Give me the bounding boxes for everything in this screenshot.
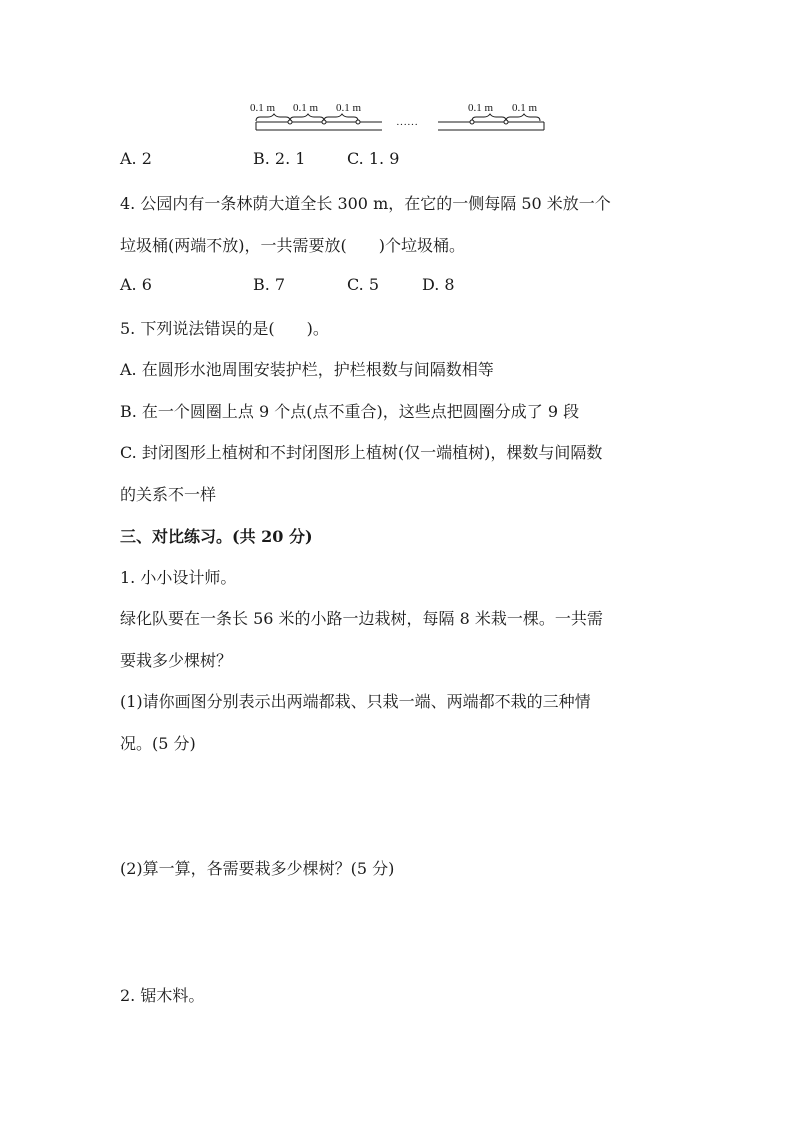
q4-option-c: C. 5 [347, 275, 380, 294]
ellipsis-dots: ······ [396, 119, 418, 131]
q4-option-b: B. 7 [253, 275, 286, 294]
segment-label-3: 0.1 m [336, 102, 362, 114]
problem-1-text-line1: 绿化队要在一条长 56 米的小路一边栽树，每隔 8 米栽一棵。一共需 [120, 609, 603, 628]
segment-diagram [250, 96, 550, 136]
q3-options [120, 149, 520, 171]
left-bar [256, 114, 382, 130]
problem-1-sub2: (2)算一算，各需要栽多少棵树？(5 分) [120, 859, 395, 878]
q3-option-b: B. 2. 1 [253, 149, 306, 168]
q5-option-b: B. 在一个圆圈上点 9 个点(点不重合)，这些点把圆圈分成了 9 段 [120, 402, 580, 421]
problem-1-text-line2: 要栽多少棵树？ [120, 651, 233, 670]
right-bar [438, 114, 544, 130]
segment-label-5: 0.1 m [512, 102, 538, 114]
q4-option-d: D. 8 [422, 275, 455, 294]
q3-option-a: A. 2 [120, 149, 152, 168]
segment-label-4: 0.1 m [468, 102, 494, 114]
q4-stem-line1: 4. 公园内有一条林荫大道全长 300 m，在它的一侧每隔 50 米放一个 [120, 194, 611, 213]
q5-option-a: A. 在圆形水池周围安装护栏，护栏根数与间隔数相等 [120, 360, 494, 379]
section-3-title: 三、对比练习。(共 20 分) [120, 527, 313, 546]
q5-option-c-line1: C. 封闭图形上植树和不封闭图形上植树(仅一端植树)，棵数与间隔数 [120, 443, 603, 462]
q4-stem-line2: 垃圾桶(两端不放)，一共需要放( )个垃圾桶。 [120, 236, 465, 255]
problem-1-title: 1. 小小设计师。 [120, 568, 237, 587]
problem-2-title: 2. 锯木料。 [120, 986, 205, 1005]
q4-options [120, 275, 520, 297]
segment-label-1: 0.1 m [250, 102, 276, 114]
problem-1-sub1-line1: (1)请你画图分别表示出两端都栽、只栽一端、两端都不栽的三种情 [120, 692, 591, 711]
q5-option-c-line2: 的关系不一样 [120, 485, 217, 504]
problem-1-sub1-line2: 况。(5 分) [120, 734, 196, 753]
q3-option-c: C. 1. 9 [347, 149, 400, 168]
segment-label-2: 0.1 m [293, 102, 319, 114]
q5-stem: 5. 下列说法错误的是( )。 [120, 319, 329, 338]
q4-option-a: A. 6 [120, 275, 152, 294]
segment-diagram-svg [250, 96, 550, 136]
